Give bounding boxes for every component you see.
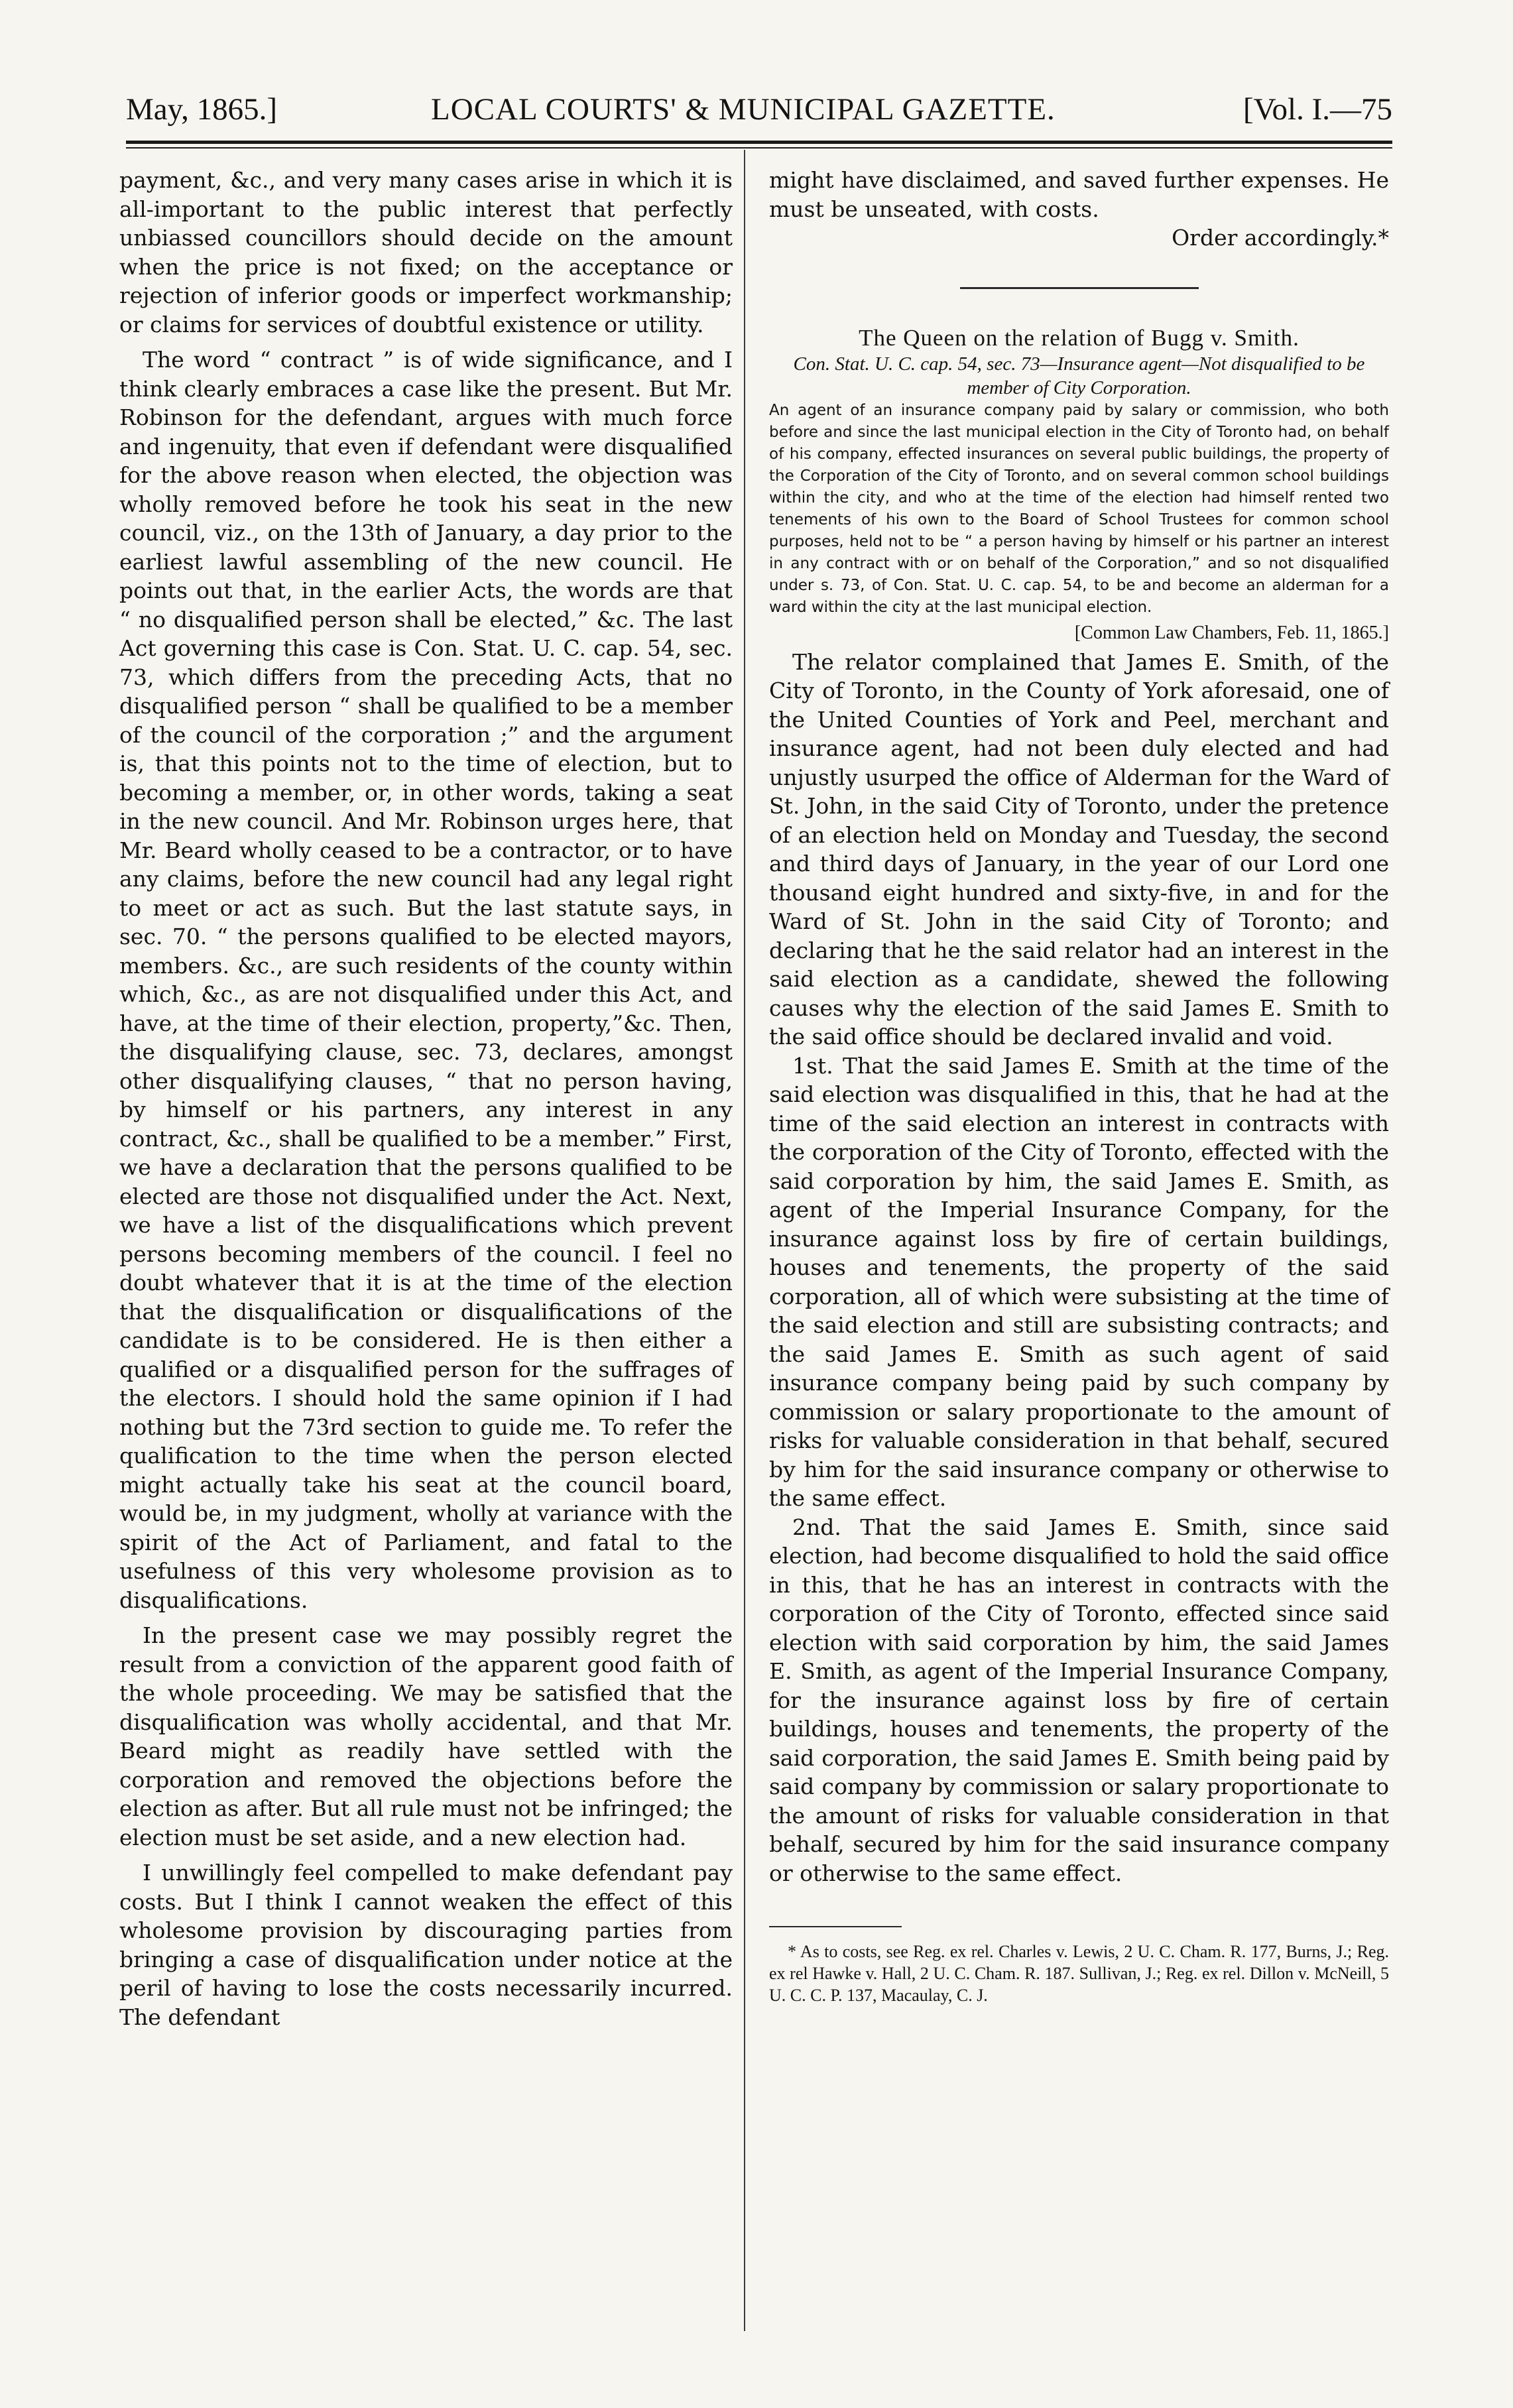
right-opening-paragraph: might have disclaimed, and saved further expenses. He must be unseated, with costs. xyxy=(769,167,1389,222)
header-volume-page: [Vol. I.—75 xyxy=(1243,92,1392,127)
left-paragraph-1: payment, &c., and very many cases arise in which it is all-important to the public interest that perfectly unbiassed councillors should decide on the amount when the price is not fixed; on the acceptance or rejection of inferior goods or imperfect workmanship; or claims for services of doubtful existence or utility. xyxy=(119,167,733,337)
right-paragraph-2: 1st. That the said James E. Smith at the time of the said election was disqualified in this, that he had at the time of the said election an interest in contracts with the corporation of the City of Toronto, effected with the said corporation by him, the said James E. Smith, as agent of the Imperial Insurance Company, for the insurance against loss by fire of certain buildings, houses and tenements, the property of the said corporation, all of which were subsisting at the time of the said election and still are subsisting contracts; and the said James E. Smith as such agent of said insurance company being paid by such company by commission or salary proportionate to the amount of risks for valuable consideration in that behalf, secured by him for the said insurance company or otherwise to the same effect. xyxy=(769,1052,1389,1511)
order-line: Order accordingly.* xyxy=(1172,225,1389,251)
left-paragraph-2: The word “ contract ” is of wide significance, and I think clearly embraces a case like the present. But Mr. Robinson for the defendant, argues with much force and ingenuity, that even if defendant were disqualified for the above reason when elected, the objection was wholly removed before he took his seat in the new council, viz., on the 13th of January, a day prior to the earliest lawful assembling of the new council. He points out that, in the earlier Acts, the words are that “ no disqualified person shall be elected,” &c. The last Act governing this case is Con. Stat. U. C. cap. 54, sec. 73, which differs from the preceding Acts, that no disqualified person “ shall be qualified to be a member of the council of the corporation ;” and the argument is, that this points not to the time of election, but to becoming a member, or, in other words, taking a seat in the new council. And Mr. Robinson urges here, that Mr. Beard wholly ceased to be a contractor, or to have any claims, before the new council had any legal right to meet or act as such. But the last statute says, in sec. 70. “ the persons qualified to be elected mayors, members. &c., are such residents of the county within which, &c., as are not disqualified under this Act, and have, at the time of their election, property,”&c. Then, the disqualifying clause, sec. 73, declares, amongst other disqualifying clauses, “ that no person having, by himself or his partners, any interest in any contract, &c., shall be qualified to be a member.” First, we have a declaration that the persons qualified to be elected are those not disqualified under the Act. Next, we have a list of the disqualifications which prevent persons becoming members of the council. I feel no doubt whatever that it is at the time of the election that the disqualification or disqualifications of the candidate is to be considered. He is then either a qualified or a disqualified person for the suffrages of the electors. I should hold the same opinion if I had nothing but the 73rd section to guide me. To refer the qualification to the time when the person elected might actually take his seat at the council board, would be, in my judgment, wholly at variance with the spirit of the Act of Parliament, and fatal to the usefulness of this very wholesome provision as to disqualifications. xyxy=(119,347,733,1613)
right-column xyxy=(769,166,1389,2006)
header-rule-thick xyxy=(126,141,1392,144)
footnote-rule xyxy=(769,1926,902,1927)
right-paragraph-1: The relator complained that James E. Smith, of the City of Toronto, in the County of York aforesaid, one of the United Counties of York and Peel, merchant and insurance agent, had not been duly elected and had unjustly usurped the office of Alderman for the Ward of St. John, in the said City of Toronto, under the pretence of an election held on Monday and Tuesday, the second and third days of January, in the year of our Lord one thousand eight hundred and sixty-five, in and for the Ward of St. John in the said City of Toronto; and declaring that he the said relator had an interest in the said election as a candidate, shewed the following causes why the election of the said James E. Smith to the said office should be declared invalid and void. xyxy=(769,648,1389,1050)
left-paragraph-3: In the present case we may possibly regret the result from a conviction of the apparent good faith of the whole proceeding. We may be satisfied that the disqualification was wholly accidental, and that Mr. Beard might as readily have settled with the corporation and removed the objections before the election as after. But all rule must not be infringed; the election must be set aside, and a new election had. xyxy=(119,1622,733,1850)
headnote: An agent of an insurance company paid by salary or commission, who both before and since the last municipal election in the City of Toronto had, on behalf of his company, effected insurances on several public buildings, the property of the Corporation of the City of Toronto, and on several common school buildings within the city, and who at the time of the election had himself rented two tenements of his own to the Board of School Trustees for common school purposes, held not to be “ a person having by himself or his partner an interest in any contract with or on behalf of the Corporation,” and so not disqualified under s. 73, of Con. Stat. U. C. cap. 54, to be and become an alderman for a ward within the city at the last municipal election. xyxy=(769,402,1389,616)
header-publication-title: LOCAL COURTS' & MUNICIPAL GAZETTE. xyxy=(431,92,1056,127)
header-date: May, 1865.] xyxy=(126,92,278,127)
footnote: * As to costs, see Reg. ex rel. Charles v. Lewis, 2 U. C. Cham. R. 177, Burns, J.; Reg. ex rel Hawke v. Hall, 2 U. C. Cham. R. 187. Sullivan, J.; Reg. ex rel. Dillon v. McNeill, 5 U. C. C. P. 137, Macaulay, C. J. xyxy=(769,1942,1389,2005)
column-divider xyxy=(744,150,745,2331)
header-rule-thin xyxy=(126,147,1392,149)
left-paragraph-4: I unwillingly feel compelled to make defendant pay costs. But I think I cannot weaken the effect of this wholesome provision by discouraging parties from bringing a case of disqualification under notice at the peril of having to lose the costs necessarily incurred. The defendant xyxy=(119,1860,733,2030)
court-date: [Common Law Chambers, Feb. 11, 1865.] xyxy=(1074,623,1389,643)
left-column xyxy=(119,166,733,2031)
right-paragraph-3: 2nd. That the said James E. Smith, since said election, had become disqualified to hold the said office in this, that he has an interest in contracts with the corporation of the City of Toronto, effected since said election with said corporation by him, the said James E. Smith, as agent of the Imperial Insurance Company, for the insurance against loss by fire of certain buildings, houses and tenements, the property of the said corporation, the said James E. Smith being paid by said company by commission or salary proportionate to the amount of risks for valuable consideration in that behalf, secured by him for the said insurance company or otherwise to the same effect. xyxy=(769,1514,1389,1886)
case-title: The Queen on the relation of Bugg v. Smith. xyxy=(859,324,1300,351)
running-header xyxy=(126,85,1392,138)
statute-reference: Con. Stat. U. C. cap. 54, sec. 73—Insurance agent—Not disqualified to be member of City Corporation. xyxy=(793,353,1365,398)
section-rule xyxy=(960,287,1199,289)
